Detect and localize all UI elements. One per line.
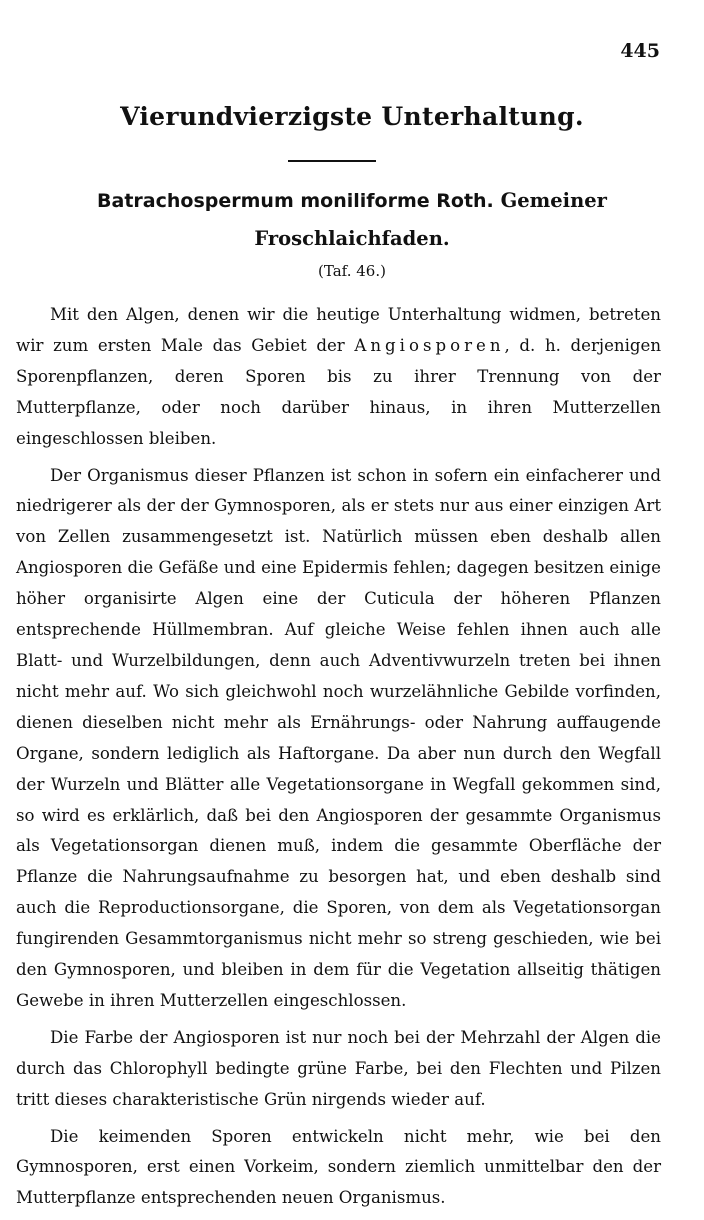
article-heading [40, 182, 664, 258]
plate-reference: (Taf. 46.) [318, 262, 386, 280]
emphasized-term: Angiosporen [354, 335, 505, 355]
paragraph [16, 1122, 661, 1215]
paragraph-text: Mit den Algen, denen wir die heutige Unterhaltung widmen, betreten wir zum ersten Male das Gebiet der [16, 305, 661, 355]
paragraph [16, 461, 661, 1017]
paragraph-text: Der Organismus dieser Pflanzen ist schon in sofern ein einfacherer und niedrigerer als der der Gymnosporen, als er stets nur aus einer einzigen Art von Zellen zusammengesetzt ist. Natürlich müssen eben deshalb allen Angiosporen die Gefäße und eine Epidermis fehlen; dagegen besitzen einige höher organisirte Algen eine der Cuticula der höheren Pflanzen entsprechende Hüllmembran. Auf gleiche Weise fehlen ihnen auch alle Blatt- und Wurzelbildungen, denn auch Adventivwurzeln treten bei ihnen nicht mehr auf. Wo sich gleichwohl noch wurzelähnliche Gebilde vorfinden, dienen dieselben nicht mehr als Ernährungs- oder Nahrung auffaugende Organe, sondern lediglich als Haftorgane. Da aber nun durch den Wegfall der Wurzeln und Blätter alle Vegetationsorgane in Wegfall gekommen sind, so wird es erklärlich, daß bei den Angiosporen der gesammte Organismus als Vegetationsorgan dienen muß, indem die gesammte Oberfläche der Pflanze die Nahrungsaufnahme zu besorgen hat, und eben deshalb sind auch die Reproductionsorgane, die Sporen, von dem als Vegetationsorgan fungirenden Gesammtorganismus nicht mehr so streng geschieden, wie bei den Gymnosporen, und bleiben in dem für die Vegetation allseitig thätigen Gewebe in ihren Mutterzellen eingeschlossen. [16, 465, 661, 1010]
chapter-title: Vierundvierzigste Unterhaltung. [120, 102, 584, 131]
body-text [16, 300, 661, 1220]
paragraph [16, 300, 661, 455]
paragraph-text: Die keimenden Sporen entwickeln nicht mehr, wie bei den Gymnosporen, erst einen Vorkeim, sondern ziemlich unmittelbar den der Mutterpflanze entsprechenden neuen Organismus. [16, 1126, 661, 1208]
title-divider [288, 160, 376, 162]
latin-species-name: Batrachospermum moniliforme Roth. [97, 190, 494, 212]
common-species-name: Gemeiner Froschlaichfaden. [254, 189, 607, 250]
paragraph [16, 1023, 661, 1116]
paragraph-text: , d. h. derjenigen Sporenpflanzen, deren Sporen bis zu ihrer Trennung von der Mutterpflanze, oder noch darüber hinaus, in ihren Mutterzellen eingeschlossen bleiben. [16, 335, 662, 448]
page-number: 445 [620, 40, 660, 62]
paragraph-text: Die Farbe der Angiosporen ist nur noch bei der Mehrzahl der Algen die durch das Chlorophyll bedingte grüne Farbe, bei den Flechten und Pilzen tritt dieses charakteristische Grün nirgends wieder auf. [16, 1027, 661, 1109]
